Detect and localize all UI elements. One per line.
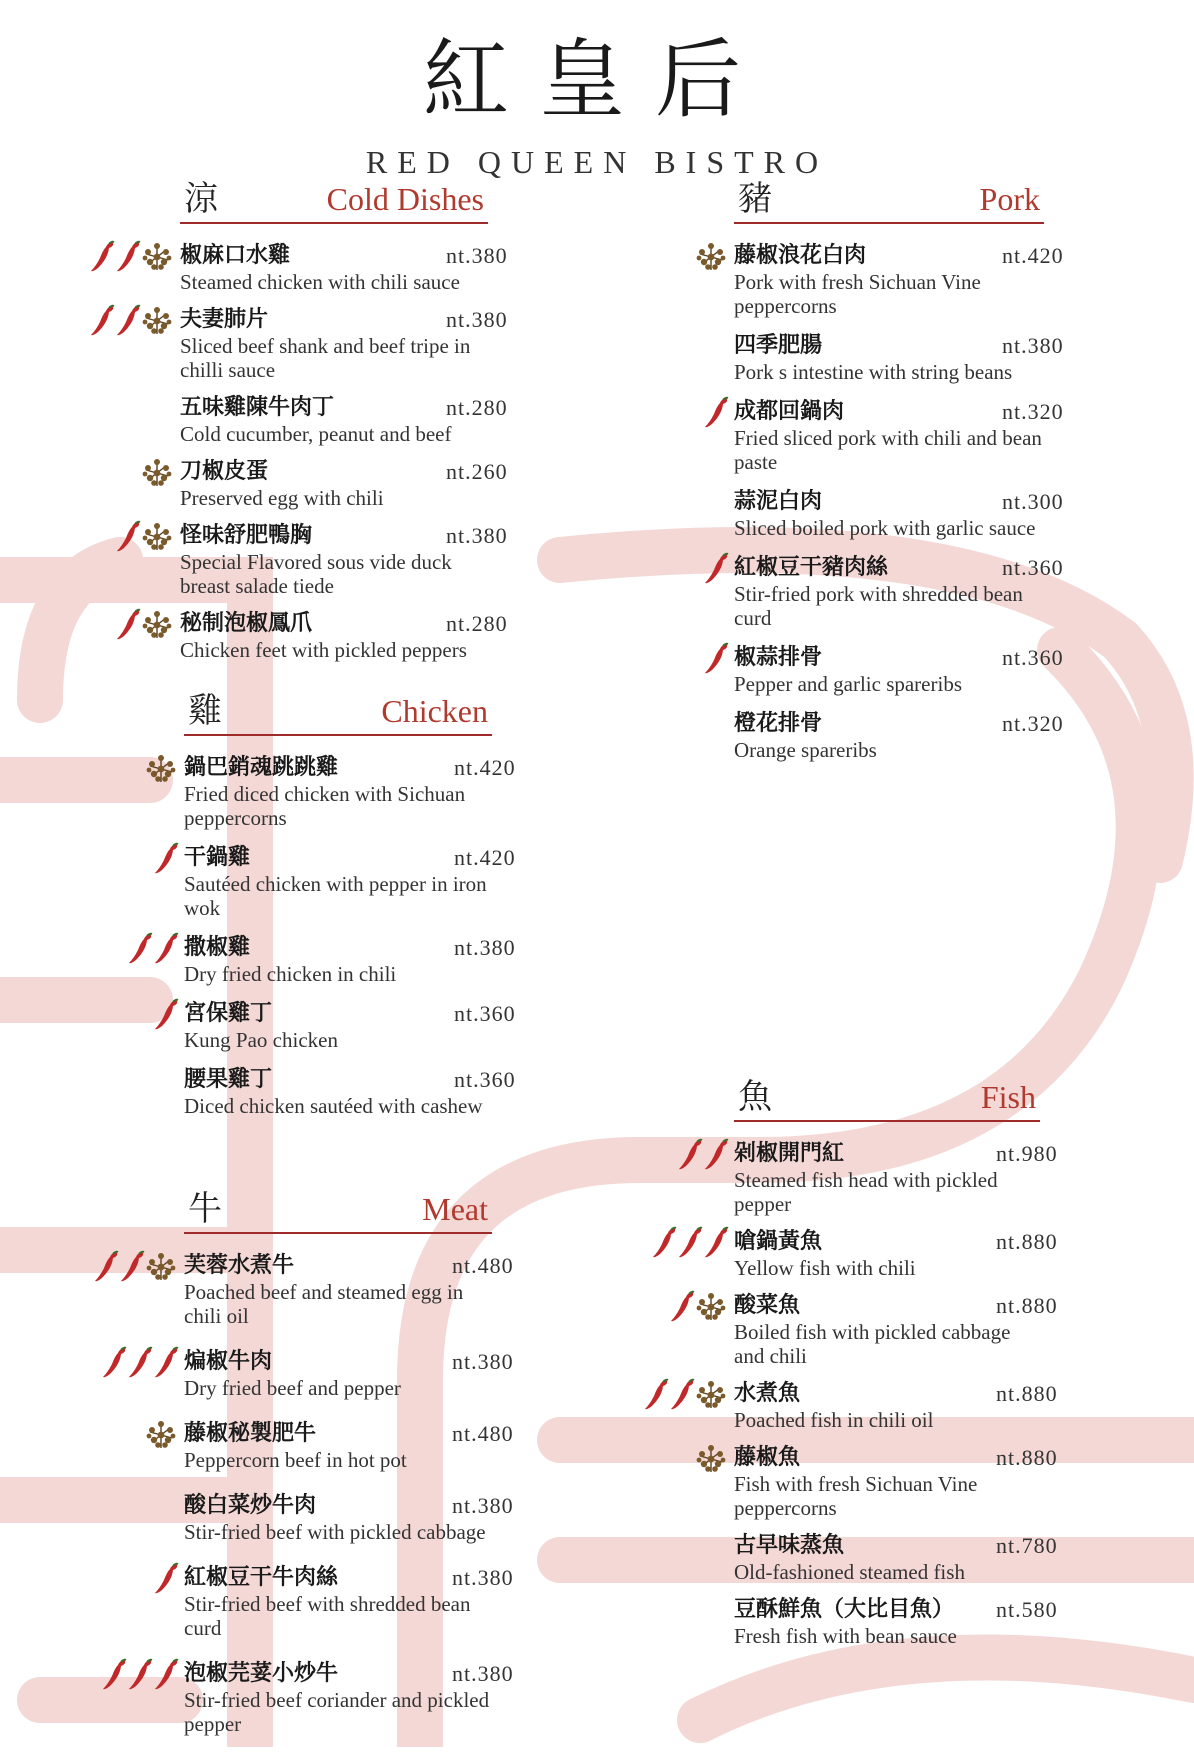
chili-pepper-icon [100,1346,128,1380]
spice-level-icons [88,304,174,338]
menu-item [734,710,1064,762]
dish-name: 紅椒豆干牛肉絲 [184,1565,339,1590]
menu-item [184,844,516,920]
dish-description: Preserved egg with chili [180,486,384,510]
sichuan-peppercorn-icon [144,1418,178,1452]
dish-price: nt.380 [452,1661,514,1686]
sichuan-peppercorn-icon [694,240,728,274]
dish-name: 橙花排骨 [734,711,823,736]
sichuan-peppercorn-icon [140,520,174,554]
dish-price: nt.380 [452,1565,514,1590]
spice-level-icons [144,1418,178,1452]
chili-pepper-icon [702,552,730,586]
dish-description: Special Flavored sous vide duck breast salade tiede [180,550,452,598]
spice-level-icons [126,932,178,966]
dish-description: Stir-fried beef with shredded bean curd [184,1592,471,1640]
section-title-cn: 牛 [188,1189,222,1229]
dish-name: 夫妻肺片 [180,307,269,332]
spice-level-icons [100,1346,178,1380]
menu-item [734,332,1064,384]
chili-pepper-icon [126,1346,154,1380]
dish-price: nt.300 [1002,489,1064,514]
dish-description: Pork s intestine with string beans [734,360,1013,384]
section-title-en: Chicken [381,693,488,729]
dish-name: 酸菜魚 [734,1293,801,1318]
dish-name: 嗆鍋黃魚 [734,1229,823,1254]
chili-pepper-icon [114,608,142,642]
dish-price: nt.320 [1002,399,1064,424]
chili-pepper-icon [676,1226,704,1260]
dish-price: nt.480 [452,1253,514,1278]
spice-level-icons [702,642,728,676]
chili-pepper-icon [152,998,180,1032]
spice-level-icons [676,1138,728,1172]
dish-price: nt.280 [446,395,508,420]
dish-price: nt.780 [996,1533,1058,1558]
chili-pepper-icon [92,1250,120,1284]
dish-name: 椒麻口水雞 [180,243,291,268]
dish-name: 干鍋雞 [184,845,251,870]
dish-name: 秘制泡椒鳳爪 [180,611,313,636]
dish-price: nt.880 [996,1381,1058,1406]
dish-name: 怪味舒肥鴨胸 [180,523,313,548]
dish-name: 鍋巴銷魂跳跳雞 [184,755,339,780]
sichuan-peppercorn-icon [144,1250,178,1284]
dish-price: nt.420 [454,845,516,870]
chili-pepper-icon [650,1226,678,1260]
menu-item [180,522,508,598]
spice-level-icons [702,552,728,586]
chili-pepper-icon [114,304,142,338]
dish-description: Fried sliced pork with chili and bean paste [734,426,1042,474]
chili-pepper-icon [702,396,730,430]
sichuan-peppercorn-icon [140,608,174,642]
dish-name: 腰果雞丁 [184,1067,273,1092]
dish-price: nt.420 [454,755,516,780]
dish-name: 藤椒魚 [734,1445,801,1470]
section-meat [184,1182,514,1756]
menu-item [734,554,1064,630]
section-title-en: Cold Dishes [326,181,484,217]
dish-name: 刀椒皮蛋 [180,459,269,484]
dish-description: Fish with fresh Sichuan Vine peppercorns [734,1472,978,1520]
dish-name: 煸椒牛肉 [184,1349,273,1374]
chili-pepper-icon [126,932,154,966]
section-fish [734,1070,1058,1660]
sichuan-peppercorn-icon [694,1442,728,1476]
dish-description: Sliced beef shank and beef tripe in chilli sauce [180,334,471,382]
menu-item [180,458,508,510]
spice-level-icons [152,1562,178,1596]
chili-pepper-icon [152,932,180,966]
dish-price: nt.380 [446,243,508,268]
dish-description: Peppercorn beef in hot pot [184,1448,407,1472]
menu-item [184,1660,514,1736]
dish-price: nt.260 [446,459,508,484]
dish-description: Chicken feet with pickled peppers [180,638,467,662]
dish-description: Pepper and garlic spareribs [734,672,962,696]
spice-level-icons [694,1442,728,1476]
sichuan-peppercorn-icon [144,752,178,786]
dish-description: Fresh fish with bean sauce [734,1624,957,1648]
menu-header [0,30,1194,181]
spice-level-icons [114,520,174,554]
chili-pepper-icon [676,1138,704,1172]
dish-name: 五味雞陳牛肉丁 [180,395,335,420]
menu-item [180,610,508,662]
chili-pepper-icon [114,240,142,274]
spice-level-icons [694,240,728,274]
chili-pepper-icon [88,240,116,274]
dish-description: Steamed fish head with pickled pepper [734,1168,998,1216]
dish-description: Steamed chicken with chili sauce [180,270,460,294]
section-title-en: Fish [980,1079,1036,1115]
section-title-cn: 雞 [188,691,222,731]
menu-item [180,394,508,446]
dish-name: 藤椒浪花白肉 [734,243,867,268]
menu-item [734,1532,1058,1584]
dish-price: nt.580 [996,1597,1058,1622]
chili-pepper-icon [702,642,730,676]
chili-pepper-icon [642,1378,670,1412]
spice-level-icons [152,842,178,876]
dish-price: nt.880 [996,1229,1058,1254]
chili-pepper-icon [126,1658,154,1692]
dish-name: 芙蓉水煮牛 [184,1253,295,1278]
chili-pepper-icon [100,1658,128,1692]
dish-description: Boiled fish with pickled cabbage and chili [734,1320,1011,1368]
dish-name: 豆酥鮮魚（大比目魚） [734,1597,955,1622]
menu-item [180,242,508,294]
dish-description: Yellow fish with chili [734,1256,916,1280]
dish-name: 蒜泥白肉 [734,489,823,514]
dish-description: Pork with fresh Sichuan Vine peppercorns [734,270,981,318]
dish-description: Stir-fried beef coriander and pickled pepper [184,1688,490,1736]
spice-level-icons [92,1250,178,1284]
dish-description: Poached fish in chili oil [734,1408,934,1432]
dish-price: nt.480 [452,1421,514,1446]
menu-item [184,1492,514,1544]
menu-item [734,1596,1058,1648]
sichuan-peppercorn-icon [694,1378,728,1412]
menu-item [734,1140,1058,1216]
spice-level-icons [668,1290,728,1324]
chili-pepper-icon [152,1346,180,1380]
dish-price: nt.420 [1002,243,1064,268]
dish-name: 四季肥腸 [734,333,823,358]
sichuan-peppercorn-icon [140,304,174,338]
menu-item [184,754,516,830]
menu-item [734,1228,1058,1280]
spice-level-icons [650,1226,728,1260]
section-title-en: Pork [979,181,1040,217]
dish-price: nt.980 [996,1141,1058,1166]
section-cold-dishes [180,172,508,674]
section-pork [734,172,1064,776]
spice-level-icons [88,240,174,274]
dish-description: Dry fried chicken in chili [184,962,397,986]
dish-name: 古早味蒸魚 [734,1533,845,1558]
section-header [734,172,1044,224]
dish-description: Old-fashioned steamed fish [734,1560,965,1584]
sichuan-peppercorn-icon [140,456,174,490]
section-header [180,172,488,224]
dish-price: nt.280 [446,611,508,636]
dish-name: 藤椒秘製肥牛 [184,1421,317,1446]
menu-item [184,1066,516,1118]
dish-price: nt.380 [446,523,508,548]
menu-item [734,1380,1058,1432]
dish-name: 成都回鍋肉 [734,399,845,424]
dish-description: Stir-fried beef with pickled cabbage [184,1520,486,1544]
chili-pepper-icon [114,520,142,554]
section-header [184,1182,492,1234]
dish-price: nt.880 [996,1293,1058,1318]
dish-description: Fried diced chicken with Sichuan peppercorns [184,782,466,830]
menu-item [734,242,1064,318]
dish-description: Orange spareribs [734,738,877,762]
section-title-cn: 豬 [738,179,772,219]
spice-level-icons [114,608,174,642]
chili-pepper-icon [152,1562,180,1596]
section-title-en: Meat [422,1191,488,1227]
spice-level-icons [140,456,174,490]
menu-item [184,1348,514,1400]
dish-description: Cold cucumber, peanut and beef [180,422,452,446]
spice-level-icons [642,1378,728,1412]
dish-price: nt.360 [454,1067,516,1092]
chili-pepper-icon [118,1250,146,1284]
dish-price: nt.380 [452,1349,514,1374]
section-chicken [184,684,516,1132]
dish-price: nt.320 [1002,711,1064,736]
chili-pepper-icon [88,304,116,338]
dish-description: Sliced boiled pork with garlic sauce [734,516,1036,540]
dish-description: Poached beef and steamed egg in chili oil [184,1280,464,1328]
dish-name: 紅椒豆干豬肉絲 [734,555,889,580]
spice-level-icons [144,752,178,786]
dish-description: Kung Pao chicken [184,1028,338,1052]
menu-item [734,488,1064,540]
dish-name: 撒椒雞 [184,935,251,960]
dish-price: nt.380 [452,1493,514,1518]
menu-item [734,644,1064,696]
dish-price: nt.380 [454,935,516,960]
menu-item [734,1292,1058,1368]
restaurant-name-en: RED QUEEN BISTRO [365,144,829,180]
section-title-cn: 涼 [184,179,218,219]
restaurant-name-cn: 紅皇后 [423,30,771,130]
dish-description: Sautéed chicken with pepper in iron wok [184,872,487,920]
section-header [734,1070,1040,1122]
section-title-cn: 魚 [738,1077,772,1117]
spice-level-icons [100,1658,178,1692]
dish-description: Stir-fried pork with shredded bean curd [734,582,1023,630]
chili-pepper-icon [668,1290,696,1324]
chili-pepper-icon [152,1658,180,1692]
menu-item [734,398,1064,474]
dish-price: nt.360 [454,1001,516,1026]
menu-item [734,1444,1058,1520]
dish-price: nt.880 [996,1445,1058,1470]
dish-price: nt.380 [1002,333,1064,358]
dish-price: nt.360 [1002,555,1064,580]
dish-name: 剁椒開門紅 [734,1141,845,1166]
chili-pepper-icon [702,1226,730,1260]
dish-name: 水煮魚 [734,1381,801,1406]
chili-pepper-icon [152,842,180,876]
menu-item [184,1252,514,1328]
dish-name: 宮保雞丁 [184,1001,273,1026]
dish-description: Dry fried beef and pepper [184,1376,401,1400]
menu-item [184,1420,514,1472]
chili-pepper-icon [702,1138,730,1172]
sichuan-peppercorn-icon [140,240,174,274]
sichuan-peppercorn-icon [694,1290,728,1324]
dish-name: 泡椒芫荽小炒牛 [184,1661,339,1686]
menu-item [184,1564,514,1640]
menu-item [184,1000,516,1052]
section-header [184,684,492,736]
menu-item [180,306,508,382]
dish-price: nt.360 [1002,645,1064,670]
dish-description: Diced chicken sautéed with cashew [184,1094,483,1118]
chili-pepper-icon [668,1378,696,1412]
dish-price: nt.380 [446,307,508,332]
spice-level-icons [702,396,728,430]
dish-name: 酸白菜炒牛肉 [184,1493,317,1518]
spice-level-icons [152,998,178,1032]
dish-name: 椒蒜排骨 [734,645,823,670]
menu-item [184,934,516,986]
